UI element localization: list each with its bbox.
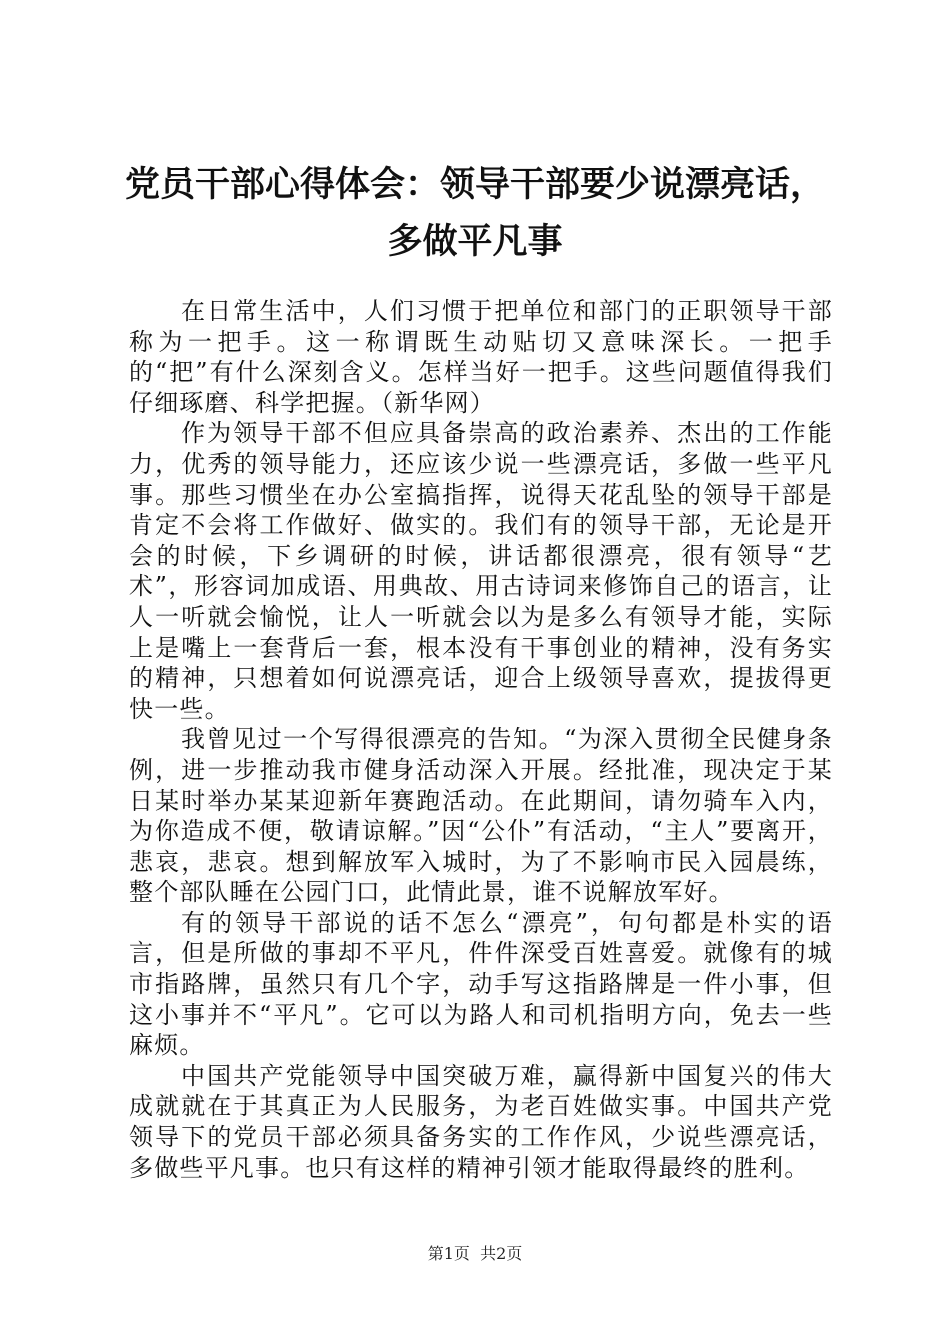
paragraph: 中国共产党能领导中国突破万难，赢得新中国复兴的伟大成就就在于其真正为人民服务，为老百姓做实事。中国共产党领导下的党员干部必须具备务实的工作作风，少说些漂亮话，多做些平凡事。也只有这样的精神引领才能取得最终的胜利。 xyxy=(129,1061,833,1182)
document-body xyxy=(129,296,833,1183)
page-footer xyxy=(0,1244,950,1264)
page-number: 第1页 共2页 xyxy=(427,1244,523,1263)
paragraph: 在日常生活中，人们习惯于把单位和部门的正职领导干部称为一把手。这一称谓既生动贴切又意味深长。一把手的“把”有什么深刻含义。怎样当好一把手。这些问题值得我们仔细琢磨、科学把握。（新华网） xyxy=(129,297,833,417)
paragraph: 有的领导干部说的话不怎么“漂亮”，句句都是朴实的语言，但是所做的事却不平凡，件件深受百姓喜爱。就像有的城市指路牌，虽然只有几个字，动手写这指路牌是一件小事，但这小事并不“平凡”。它可以为路人和司机指明方向，免去一些麻烦。 xyxy=(129,908,833,1060)
paragraph: 作为领导干部不但应具备崇高的政治素养、杰出的工作能力，优秀的领导能力，还应该少说一些漂亮话，多做一些平凡事。那些习惯坐在办公室搞指挥，说得天花乱坠的领导干部是肯定不会将工作做好、做实的。我们有的领导干部，无论是开会的时候，下乡调研的时候，讲话都很漂亮，很有领导“艺术”，形容词加成语、用典故、用古诗词来修饰自己的语言，让人一听就会愉悦，让人一听就会以为是多么有领导才能，实际上是嘴上一套背后一套，根本没有干事创业的精神，没有务实的精神，只想着如何说漂亮话，迎合上级领导喜欢，提拔得更快一些。 xyxy=(129,419,833,723)
document-title-line2: 多做平凡事 xyxy=(387,221,563,262)
paragraph: 我曾见过一个写得很漂亮的告知。“为深入贯彻全民健身条例，进一步推动我市健身活动深入开展。经批准，现决定于某日某时举办某某迎新年赛跑活动。在此期间，请勿骑车入内，为你造成不便，敬请谅解。”因“公仆”有活动，“主人”要离开，悲哀，悲哀。想到解放军入城时，为了不影响市民入园晨练，整个部队睡在公园门口，此情此景，谁不说解放军好。 xyxy=(129,725,833,907)
document-title-line1: 党员干部心得体会：领导干部要少说漂亮话， xyxy=(124,164,825,205)
